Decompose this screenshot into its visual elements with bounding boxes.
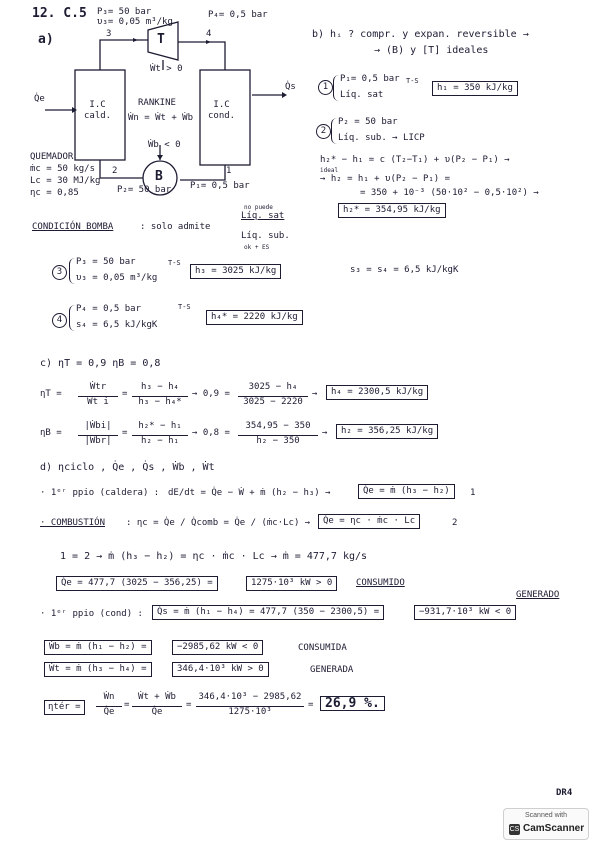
s4-ts: T-S [178,303,191,311]
wb-calc: Ẇb = ṁ (h₁ − h₂) = [44,640,152,655]
s4-p: P₄ = 0,5 bar [76,304,142,314]
eta-b-lhs: ηB = [40,428,62,438]
state-2-circle: 2 [316,124,331,139]
eta-f3-den: 1275·10³ [196,706,304,718]
eq-h2-sub: ideal [320,167,339,174]
eq-h2-3: = 350 + 10⁻³ (50·10² − 0,5·10²) → [360,188,539,198]
h4-result: h₄ = 2300,5 kJ/kg [326,385,428,400]
eq-h2-2: → h₂ = h₁ + υ(P₂ − P₁) = [320,174,451,184]
qe-tag: CONSUMIDO [356,578,405,588]
eq-number-2: 2 [452,518,458,528]
h2-result: h₂ = 356,25 kJ/kg [336,424,438,439]
s3-p: P₃ = 50 bar [76,257,136,267]
condicion-text: : solo admite [140,222,211,232]
s3-v: υ₃ = 0,05 m³/kg [76,273,158,283]
h2-ideal-result: h₂* = 354,95 kJ/kg [338,203,446,218]
qe-label: Q̇e [34,94,45,104]
equals: = [124,700,130,710]
wt-tag: GENERADA [310,665,354,675]
turbine-label: T [157,32,165,47]
condenser-label: I.C cond. [208,100,236,121]
fuel-flow: ṁc = 50 kg/s [30,164,96,174]
qe-combustion: Q̇e = ηc · ṁc · Lc [318,514,420,529]
s1-q: Líq. sat [340,90,384,100]
combustion-eq: : ηc = Q̇e / Q̇comb = Q̇e / (ṁc·Lc) → [126,518,311,528]
qe-result: 1275·10³ kW > 0 [246,576,337,591]
eta-b-f1-den: |Ẇbr| [78,435,118,447]
condicion-small: no puede [244,204,273,211]
eta-f1-num: Ẇn [103,692,115,702]
s1-p: P₁= 0,5 bar [340,74,400,84]
state-1-circle: 1 [318,80,333,95]
part-c-label: c) ηT = 0,9 ηB = 0,8 [40,358,161,369]
eta-b-f1-num: |Ẇbi| [84,421,112,431]
first-law-cond: · 1ᵉʳ ppio (cond) : [40,609,143,619]
state-3-circle: 3 [52,265,67,280]
scanned-with-text: Scanned with [524,812,568,819]
equals: = [122,428,128,438]
v3-given: υ₃= 0,05 m³/kg [97,17,173,27]
generado-tag: GENERADO [516,590,560,600]
wt-calc: Ẇt = ṁ (h₃ − h₄) = [44,662,152,677]
eta-b-mid: → 0,8 = [192,428,230,438]
s3-entropy: s₃ = s₄ = 6,5 kJ/kgK [350,265,459,275]
line-3 [100,40,148,70]
p2-label: P₂= 50 bar [117,185,172,195]
wt-result: 346,4·10³ kW > 0 [172,662,269,677]
eta-t-f2-den: h₃ − h₄* [132,396,188,408]
qs-result: −931,7·10³ kW < 0 [414,605,516,620]
condicion-small2: ok + ES [244,244,270,251]
qe-expression: Q̇e = ṁ (h₃ − h₂) [358,484,455,499]
eta-t-f1-num: Ẇtr [89,382,107,392]
condicion-bomba-label: CONDICIÓN BOMBA [32,222,114,232]
p4-given: P₄= 0,5 bar [208,10,268,20]
h1-result: h₁ = 350 kJ/kg [432,81,518,96]
qe-calc: Q̇e = 477,7 (3025 − 356,25) = [56,576,218,591]
condicion-opt2: Líq. sub. [241,231,290,241]
turbine-work: Ẇt > 0 [150,64,183,74]
eta-b-f3-den: h₂ − 350 [238,435,318,447]
camscanner-brand: CamScanner [523,823,585,834]
eta-f1-den: Q̇e [96,706,122,718]
h4-ideal-result: h₄* = 2220 kJ/kg [206,310,303,325]
rankine-label: RANKINE [138,98,176,108]
eta-t-f2-num: h₃ − h₄ [141,382,179,392]
eta-f2-num: Ẇt + Ẇb [138,692,176,702]
line-1 [180,165,225,180]
wb-tag: CONSUMIDA [298,643,347,653]
p3-given: P₃= 50 bar [97,7,152,17]
s1-ts: T-S [406,77,419,85]
eta-t-f1-den: Ẇt i [78,396,118,408]
combustion-eff: ηc = 0,85 [30,188,79,198]
s2-p: P₂ = 50 bar [338,117,398,127]
state-2-label: 2 [112,166,118,176]
quemador-label: QUEMADOR [30,152,74,162]
boiler-label: I.C cald. [84,100,112,121]
state-3-label: 3 [106,29,112,39]
eta-t-mid: → 0,9 = [192,389,230,399]
eta-f2-den: Q̇e [132,706,182,718]
eta-cycle-lhs: ηtér = [44,700,85,715]
eta-b-f2-den: h₂ − h₁ [132,435,188,447]
p1-label: P₁= 0,5 bar [190,181,250,191]
camscanner-logo-icon: CS [509,826,520,833]
state-1-label: 1 [226,166,232,176]
state-4-circle: 4 [52,313,67,328]
first-law-boiler-eq: dE/dt = Q̇e − Ẇ + ṁ (h₂ − h₃) → [168,488,331,498]
arrow: → [312,389,318,399]
heating-value: Lc = 30 MJ/kg [30,176,101,186]
equals: = [186,700,192,710]
qs-label: Q̇s [285,82,296,92]
eta-t-f3-num: 3025 − h₄ [248,382,298,392]
line-2 [100,160,143,178]
eta-t-lhs: ηT = [40,389,62,399]
first-law-boiler: · 1ᵉʳ ppio (caldera) : [40,488,160,498]
eta-f3-num: 346,4·10³ − 2985,62 [198,692,302,702]
eq-number-1: 1 [470,488,476,498]
part-b-line2: → (B) y [T] ideales [374,45,489,56]
h3-result: h₃ = 3025 kJ/kg [190,264,281,279]
eta-t-f3-den: 3025 − 2220 [238,396,308,408]
state-4-label: 4 [206,29,212,39]
part-d-label: d) ηciclo , Q̇e , Q̇s , Ẇb , Ẇt [40,462,215,473]
equals: = [122,389,128,399]
s4-s: s₄ = 6,5 kJ/kgK [76,320,158,330]
part-a-label: a) [38,32,54,47]
page-mark: DR4 [556,788,573,798]
condicion-opt1: Líq. sat [241,211,285,221]
qs-calc: Q̇s = ṁ (h₁ − h₄) = 477,7 (350 − 2300,5) = [152,605,384,620]
combustion-label: · COMBUSTIÓN [40,518,106,528]
camscanner-badge [503,808,589,840]
problem-number: 12. C.5 [32,6,87,21]
net-work-eq: Ẇn = Ẇt + Ẇb [128,113,194,123]
arrow: → [322,428,328,438]
pump-label: B [155,169,163,184]
s2-q: Líq. sub. → LICP [338,133,425,143]
eq-h2-1: h₂* − h₁ = c (T₂−T₁) + υ(P₂ − P₁) → [320,155,510,165]
mass-flow-eq: 1 = 2 → ṁ (h₃ − h₂) = ηc · ṁc · Lc → ṁ = 477,7 kg/s [60,551,368,562]
pump-work: Ẇb < 0 [148,140,181,150]
eta-b-f2-num: h₂* − h₁ [138,421,182,431]
eta-cycle-result: 26,9 %. [320,696,385,711]
equals: = [308,700,314,710]
wb-result: −2985,62 kW < 0 [172,640,263,655]
s3-ts: T-S [168,259,181,267]
eta-b-f3-num: 354,95 − 350 [245,421,311,431]
line-4 [178,42,225,70]
part-b-label: b) hᵢ ? compr. y expan. reversible → [312,29,529,40]
